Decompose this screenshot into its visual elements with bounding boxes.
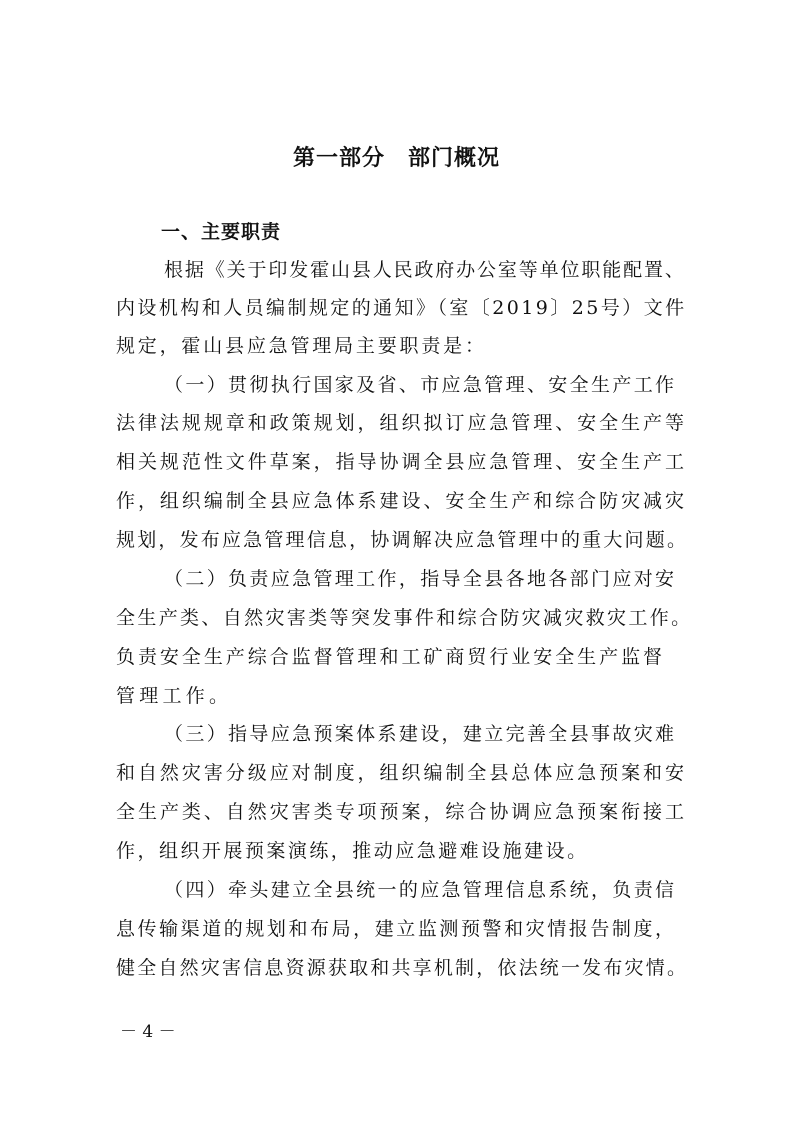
body-line: 作，组织开展预案演练，推动应急避难设施建设。 xyxy=(116,840,589,862)
page-title: 第一部分 部门概况 xyxy=(292,146,500,171)
body-line: 法律法规规章和政策规划，组织拟订应急管理、安全生产等 xyxy=(116,412,687,434)
body-line: （三）指导应急预案体系建设，建立完善全县事故灾难 xyxy=(164,723,677,745)
body-line: 全生产类、自然灾害类专项预案，综合协调应急预案衔接工 xyxy=(116,801,687,823)
body-line: 内设机构和人员编制规定的通知》（室〔2019〕25号）文件 xyxy=(116,297,687,319)
body-line: 健全自然灾害信息资源获取和共享机制，依法统一发布灾情。 xyxy=(116,957,689,979)
body-line: 全生产类、自然灾害类等突发事件和综合防灾减灾救灾工作。 xyxy=(116,607,693,629)
body-line: 息传输渠道的规划和布局，建立监测预警和灾情报告制度， xyxy=(116,918,677,940)
section-heading: 一、主要职责 xyxy=(161,221,282,243)
body-line: （四）牵头建立全县统一的应急管理信息系统，负责信 xyxy=(164,879,677,901)
body-line: 相关规范性文件草案，指导协调全县应急管理、安全生产工 xyxy=(116,451,687,473)
body-line: 根据《关于印发霍山县人民政府办公室等单位职能配置、 xyxy=(164,259,686,281)
body-line: 管理工作。 xyxy=(116,685,233,707)
body-line: 规划，发布应急管理信息，协调解决应急管理中的重大问题。 xyxy=(116,529,689,551)
page-number: － 4 － xyxy=(120,1022,176,1042)
body-line: 负责安全生产综合监督管理和工矿商贸行业安全生产监督 xyxy=(116,646,666,668)
body-line: 规定，霍山县应急管理局主要职责是： xyxy=(116,335,487,357)
body-line: 作，组织编制全县应急体系建设、安全生产和综合防灾减灾 xyxy=(116,490,687,512)
body-line: （一）贯彻执行国家及省、市应急管理、安全生产工作 xyxy=(164,374,677,396)
body-line: 和自然灾害分级应对制度，组织编制全县总体应急预案和安 xyxy=(116,762,687,784)
body-line: （二）负责应急管理工作，指导全县各地各部门应对安 xyxy=(164,568,677,590)
